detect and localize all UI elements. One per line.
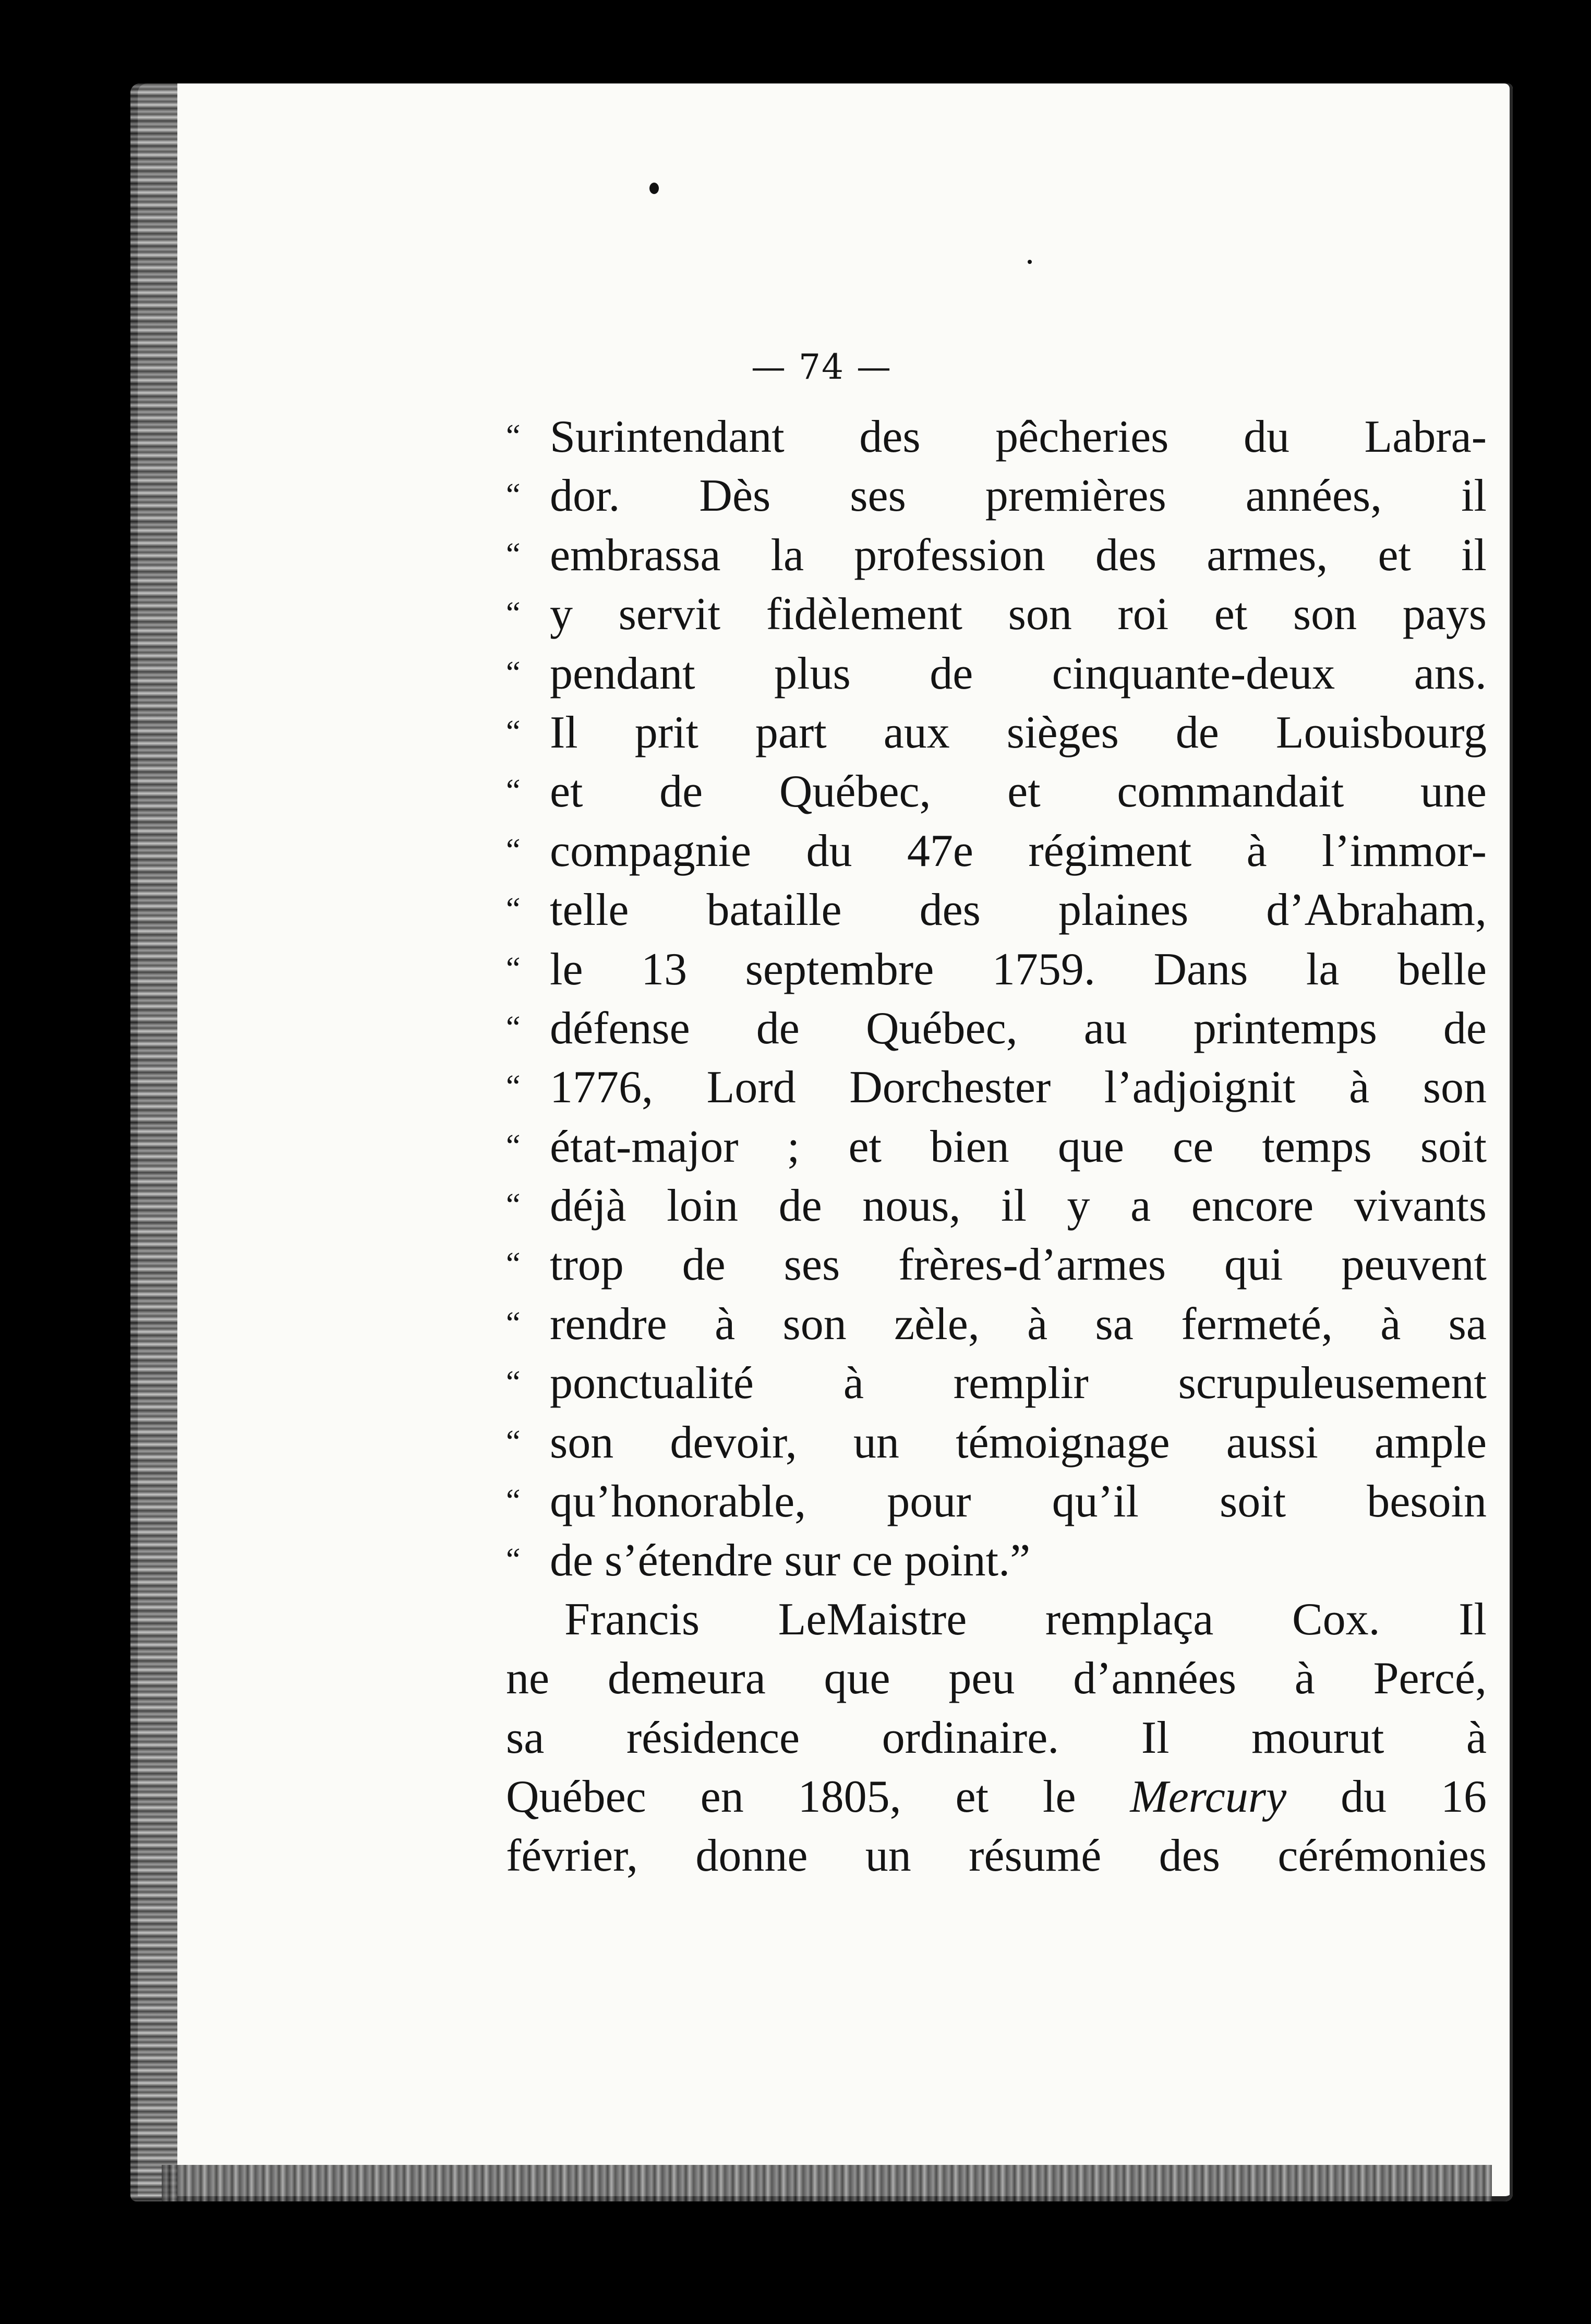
quote-mark: “ (506, 1128, 521, 1164)
text-line: “ et de Québec, et commandait une (506, 762, 1487, 821)
text-line: “ telle bataille des plaines d’Abraham, (506, 880, 1487, 939)
text-line: “ trop de ses frères-d’armes qui peuvent (506, 1235, 1487, 1294)
text-line: “ qu’honorable, pour qu’il soit besoin (506, 1472, 1487, 1531)
paragraph-line: ne demeura que peu d’années à Percé, (506, 1653, 1487, 1704)
page-bottom-edge (162, 2165, 1492, 2201)
quote-mark: “ (506, 714, 521, 750)
paragraph-line: février, donne un résumé des cérémonies (506, 1831, 1487, 1882)
quote-mark: “ (506, 1305, 521, 1341)
quote-mark: “ (506, 596, 521, 632)
quote-mark: “ (506, 536, 521, 572)
text-line: “ Il prit part aux sièges de Louisbourg (506, 703, 1487, 762)
quote-mark: “ (506, 1483, 521, 1519)
paragraph-line: Québec en 1805, et le Mercury du 16 (506, 1771, 1487, 1822)
quote-mark: “ (506, 1365, 521, 1401)
quote-mark: “ (506, 1542, 521, 1578)
text-line: “ compagnie du 47e régiment à l’immor- (506, 821, 1487, 880)
text-line: “ embrassa la profession des armes, et il (506, 525, 1487, 584)
paragraph-line: sa résidence ordinaire. Il mourut à (506, 1712, 1487, 1763)
quote-mark: “ (506, 1246, 521, 1282)
text-line: “ Surintendant des pêcheries du Labra- (506, 407, 1487, 466)
text-line: “ dor. Dès ses premières années, il (506, 466, 1487, 525)
quote-mark: “ (506, 477, 521, 513)
ink-speck (649, 183, 659, 194)
text-line: “ défense de Québec, au printemps de (506, 998, 1487, 1057)
quote-mark: “ (506, 1069, 521, 1105)
quote-mark: “ (506, 418, 521, 454)
quote-mark: “ (506, 1187, 521, 1223)
ink-speck (1028, 260, 1032, 264)
text-line: “ y servit fidèlement son roi et son pays (506, 584, 1487, 643)
text-line: “ pendant plus de cinquante-deux ans. (506, 644, 1487, 703)
quote-mark: “ (506, 1009, 521, 1045)
book-page (130, 83, 1513, 2201)
text-line: “ ponctualité à remplir scrupuleusement (506, 1353, 1487, 1412)
book-spine-shadow (130, 83, 177, 2201)
page-number: — 74 — (751, 347, 892, 387)
quote-mark: “ (506, 950, 521, 986)
text-line: “ déjà loin de nous, il y a encore vivants (506, 1176, 1487, 1235)
quote-mark: “ (506, 655, 521, 691)
text-line: “ 1776, Lord Dorchester l’adjoignit à son (506, 1057, 1487, 1116)
text-line: “ état-major ; et bien que ce temps soit (506, 1117, 1487, 1176)
text-line: “ son devoir, un témoignage aussi ample (506, 1413, 1487, 1472)
quote-mark: “ (506, 773, 521, 809)
quote-mark: “ (506, 832, 521, 868)
newspaper-title: Mercury (1130, 1771, 1287, 1822)
text-line: “ le 13 septembre 1759. Dans la belle (506, 940, 1487, 998)
paragraph-line: Francis LeMaistre remplaça Cox. Il (564, 1594, 1487, 1645)
quote-mark: “ (506, 892, 521, 928)
text-line: “ rendre à son zèle, à sa fermeté, à sa (506, 1294, 1487, 1353)
body-text (506, 407, 1487, 1886)
quote-mark: “ (506, 1424, 521, 1460)
text-line: “ de s’étendre sur ce point.” (506, 1531, 1487, 1590)
